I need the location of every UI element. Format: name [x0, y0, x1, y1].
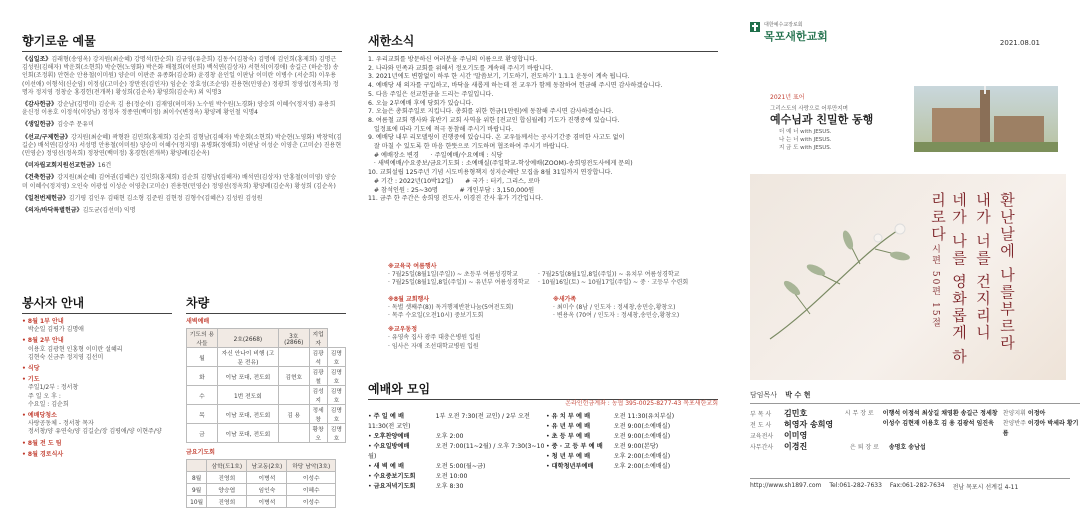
offering-text: 김래형(송영옥) 강지원(최순혜) 강명석(한순희) 김규영(유춘희) 김동수(김창숙) 김명애 김인희(홍제희) 김명근 김성원(김해자) 박운회(소현희) 박순현(노영화) 박은화 배철희(이선희) 백석연(김상자) 서현석(이경애) 송길근 (하순정) 송인회(조정휘) 안현순 안용철(이미원) 양순미 이판준 유종화(김순화) 윤경창 윤인일 이판남 이미란 이병수 (서순희) 이우용(이선애) 이형석(신순임) 이정심(고미순) 장만진(김인자) 임순순 장효성(조순영) 진용현(민영순) 정광희 정영섭(정옥희) 정명자 정지영 정창순 홍경헌(전개복) 황성희(김순옥) 황영희(김순옥) 외 익명3 — [22, 56, 339, 96]
table-cell: 이성수 — [287, 472, 336, 484]
table-cell: 김현호 — [278, 367, 309, 386]
offering-block — [22, 207, 342, 215]
pastor-label: 담임목사 — [750, 391, 778, 399]
worship-time: 오전 9:00(소예배실) — [613, 423, 671, 431]
servant-body: 김현숙 신금주 정지영 김선미 — [28, 353, 104, 361]
offering-title: 향기로운 예물 — [22, 34, 96, 48]
worship-time: 오후 2:00(소예배실) — [613, 453, 671, 461]
news-item: 10. 교회설립 125주년 기념 시도비용형책지 성지순례단 모집을 8월 31일까지 연장합니다. — [368, 169, 613, 177]
offering-text: 강지원(최순혜) 곽형완 김민희(홍제희) 김순희 김형남(김해자) 박운회(소현희) 박순현(노영화) 박창덕(김길순) 배석연(김상자) 서성명 안용철(이미원) 양승미 이혜수(정지영) 유병화(정애희) 이판남 이성순 이영춘 (고미순) 진용현(민영순) 정영선(정옥희) 정창연(백미정) 홍경헌(전개복) 황양례(김순옥) — [22, 133, 342, 158]
edu-item: · 7월25일(8월1일,8일(주일)) ~ 유치부 여름성경학교 — [538, 271, 680, 279]
offering-label: 《건축헌금》 — [22, 174, 58, 182]
staff-role: 사무간사 — [750, 444, 774, 451]
news-item: 5. 다음 주일은 선교헌금을 드리는 주일입니다. — [368, 90, 494, 98]
staff-row — [750, 431, 845, 442]
worship-row — [368, 462, 546, 472]
tel: Tel:061-282-7633 — [829, 482, 882, 489]
poem-card — [750, 174, 1066, 380]
elders-list: 이행석 이정석 최상길 채영환 송길근 정세창 이성수 김현재 이용호 김 용 김광석 임진욱 — [882, 410, 998, 427]
footer — [750, 478, 1070, 491]
retired-list: 송명호 송남섭 — [888, 444, 926, 451]
servant-head: • 예배당청소 — [22, 412, 57, 420]
events-section — [388, 263, 718, 351]
table-row — [187, 348, 346, 367]
worship-time: 오전 5:00(월~금) — [435, 463, 486, 471]
account-info: 온라인헌금계좌 : 농협 395-0025-8277-43 목포새한교회 — [565, 400, 718, 407]
servant-head: • 기도 — [22, 376, 40, 384]
table-cell: 이병석 — [247, 496, 287, 508]
table-cell: 김명호 — [327, 348, 345, 367]
servants-title: 봉사자 안내 — [22, 296, 85, 310]
offering-label: 《미자립교회지원선교헌금》 — [22, 162, 98, 170]
year-badge: 2021년 표어 — [770, 94, 805, 101]
edu-item: · 7월25일(8월1일,8일(주일)) ~ 유년부 여름성경학교 — [388, 279, 530, 287]
bullet-icon: • — [546, 443, 552, 451]
cover-panel — [730, 0, 1091, 516]
news-item: 7. 오늘은 총회주일로 지킵니다. 총회를 위한 헌금(1만원)에 동참해 주시면 감사하겠습니다. — [368, 108, 614, 116]
worship-row — [368, 472, 546, 482]
motto-small-line: 나 는 너 with JESUS. — [779, 137, 832, 143]
news-item: # 참석인원 : 25~30명 # 개인부담 : 3,150,000원 — [368, 186, 535, 194]
move-list — [388, 334, 718, 350]
worship-name: 수요중보기도회 — [373, 473, 416, 481]
news-item: 3. 2021년에도 변함없이 하루 한 시간 '말씀보기, 기도하기, 전도하기' 1.1.1 운동이 계속 됩니다. — [368, 73, 630, 81]
branch-illustration — [750, 174, 1066, 380]
servant-item — [22, 440, 172, 448]
table-cell: 9월 — [187, 484, 207, 496]
pastor-name: 박 수 현 — [785, 391, 811, 399]
servant-item — [22, 365, 172, 373]
offering-text: 김승주 문유미 — [57, 121, 94, 129]
worship-row — [546, 412, 674, 422]
vehicle-section — [186, 294, 346, 508]
newcomer-item: · 최미수 (8남 / 인도자 : 정세창,송민승,황창오) — [553, 303, 676, 311]
news-item: 1. 우리교회를 방문하신 여러분을 주님의 이름으로 환영합니다. — [368, 56, 538, 63]
table-row — [187, 405, 346, 424]
elders-label: 시 무 장 로 — [844, 410, 874, 417]
news-item: 11. 금주 한 주간은 송희영 전도사, 이경진 간사 휴가 기간입니다. — [368, 195, 543, 203]
table-header-cell: 3호(2866) — [278, 329, 309, 348]
poem-line3: 네가 나를 영화롭게 하리로다 — [929, 192, 968, 366]
vehicle-rule — [186, 313, 346, 314]
poem-ref: 시편 50편 15절 — [930, 244, 940, 329]
offering-block — [22, 56, 342, 97]
offering-label: 《의자/바닥특별헌금》 — [22, 207, 83, 215]
cross-logo — [750, 22, 760, 32]
hon2-label: 찬양반주 — [1002, 420, 1026, 427]
worship-time: 오후 2:00 — [435, 433, 464, 441]
hon2-name: 이경아 박세라 황기름 — [1002, 420, 1079, 437]
table-cell: 화 — [187, 367, 218, 386]
news-item: 9. 예배당 내부 리모델링이 진행중에 있습니다. 온 교우들께서는 공사기간중 겸비한 사고도 없이 — [368, 134, 625, 142]
news-item: # 기간 : 2022년(10박12일) # 국가 : 터키, 그리스, 로마 — [368, 177, 540, 185]
motto-line2: 예수님과 친밀한 동행 — [770, 113, 874, 126]
servant-body: 주일1/2부 : 정서창 — [28, 384, 79, 392]
worship-row — [546, 432, 674, 442]
offering-block — [22, 162, 342, 170]
servant-body: 정서창/양 유연숙/양 김길순/장 김평애/양 이현주/양 — [28, 428, 162, 436]
cover-header — [750, 22, 1050, 48]
worship-name: 청 년 부 예 배 — [551, 453, 591, 461]
prayer-title: ※8월 교회행사 — [388, 295, 430, 303]
motto-line1: 그리스도의 사랑으로 어루만지며 — [770, 106, 848, 112]
servants-list — [22, 318, 172, 459]
table-cell: 김명호 — [327, 405, 345, 424]
servant-head: • 8월 1부 안내 — [22, 318, 64, 325]
worship-section — [368, 380, 718, 492]
offering-label: 《선교/구제헌금》 — [22, 133, 71, 141]
servant-item — [22, 337, 172, 362]
staff-role: 부 목 사 — [750, 411, 772, 418]
offering-text: 16건 — [97, 162, 112, 170]
table-cell: 8월 — [187, 472, 207, 484]
staff-name: 이미영 — [784, 431, 808, 440]
worship-time: 오전 7:00(11~2월) / 오후 7:30(3~10월) — [368, 443, 545, 461]
address: 전남 목포시 선계길 4-11 — [952, 484, 1019, 491]
staff-row — [750, 442, 845, 453]
table-cell: 김성지 — [309, 386, 327, 405]
offering-label: 《일천번제헌금》 — [22, 194, 69, 202]
news-item: # 예배장소 변경 · 주일예배/수요예배 : 식당 — [368, 151, 503, 159]
servant-item — [22, 318, 172, 334]
table-cell: 정세창 — [309, 405, 327, 424]
clean-table — [186, 459, 336, 508]
retired-label: 은 퇴 장 로 — [850, 444, 879, 451]
member-news-item: · 임사은 자매 조선대학교병원 입원 — [388, 342, 479, 350]
worship-time: 오전 10:00 — [435, 473, 468, 481]
move-title: ※교우동정 — [388, 326, 418, 334]
table-row — [187, 367, 346, 386]
news-item: 6. 오늘 2부예배 후에 당회가 있습니다. — [368, 99, 474, 107]
staff-role: 전 도 사 — [750, 422, 772, 429]
middle-panel — [362, 0, 720, 516]
worship-name: 주 일 예 배 — [373, 413, 404, 421]
edu-left — [388, 271, 538, 287]
table-cell: 양승엽 — [207, 484, 247, 496]
table-cell: 김광철 — [309, 367, 327, 386]
servant-item — [22, 376, 172, 409]
worship-row — [368, 432, 546, 442]
offering-text: 김도균(김선미) 익명 — [82, 207, 136, 215]
servant-head: • 식당 — [22, 365, 40, 373]
table-header-cell: 하당 남악(3호) — [287, 460, 336, 472]
worship-name: 초 등 부 예 배 — [551, 433, 591, 441]
bullet-icon: • — [368, 413, 374, 421]
table-row — [187, 386, 346, 405]
staff-row — [750, 420, 845, 431]
table-cell: 이혜수 — [287, 484, 336, 496]
table-header-row — [187, 329, 346, 348]
member-news-item: · 유영속 집사 광주 대충은병원 입원 — [388, 334, 481, 342]
worship-name: 수요일방예배 — [373, 443, 410, 451]
worship-name: 오후찬양예배 — [373, 433, 410, 441]
table-header-cell: 남교동(2호) — [247, 460, 287, 472]
table-cell: 황창오 — [309, 424, 327, 443]
bullet-icon: • — [368, 473, 374, 481]
worship-time: 오전 9:00(본당) — [613, 443, 659, 451]
ride-table — [186, 328, 346, 443]
servant-body: 사랑공동체 - 정서창 목자 — [28, 420, 94, 428]
news-title: 새한소식 — [368, 34, 415, 48]
table-cell: 1번 전도회 — [217, 386, 278, 405]
news-list — [368, 56, 718, 204]
offering-blocks — [22, 56, 342, 215]
worship-row — [368, 412, 546, 432]
table-row — [187, 472, 336, 484]
staff-list — [750, 409, 845, 453]
offering-section — [22, 32, 342, 219]
news-section — [368, 32, 718, 204]
table-cell — [278, 348, 309, 367]
bullet-icon: • — [546, 463, 552, 471]
table-row — [187, 424, 346, 443]
table-cell: 김광석 — [309, 348, 327, 367]
news-item: 8. 여름철 교회 행사와 휴반기 교회 사역을 위한 [전교인 합심월례] 기도가 진행중에 있습니다. — [368, 116, 620, 124]
worship-right — [546, 412, 674, 492]
table-header-cell: 삼학(도1호) — [207, 460, 247, 472]
event-item: · 독별 셋째주(8)) 독거행제반찬나눔(5여전도회) — [388, 303, 514, 311]
bullet-icon: • — [368, 433, 374, 441]
motto-small-line: 지 금 도 with JESUS. — [779, 145, 832, 151]
fax: Fax:061-282-7634 — [889, 482, 945, 489]
servant-item — [22, 412, 172, 437]
table-cell: 이성수 — [287, 496, 336, 508]
table-header-cell: 2호(2668) — [217, 329, 278, 348]
clean-title: 금요기도회 — [186, 449, 215, 457]
table-header-cell: 기도의 용사들 — [187, 329, 218, 348]
news-item: 잘 마칠 수 있도록 한 마음 한뜻으로 기도하며 협조하여 주시기 바랍니다. — [368, 143, 569, 151]
table-cell: 이남 포대, 전도회 — [217, 424, 278, 443]
website-link[interactable]: http://www.sh1897.com — [750, 482, 822, 489]
servant-head: • 8월 2부 안내 — [22, 337, 64, 345]
vehicle-title: 차량 — [186, 296, 210, 310]
worship-name: 중 · 고 등 부 예 배 — [551, 443, 603, 451]
servant-head: • 8월 전 도 팀 — [22, 439, 62, 447]
church-photo — [914, 86, 1058, 152]
bullet-icon: • — [368, 443, 374, 451]
worship-time: 오전 11:30(유치부실) — [613, 413, 675, 421]
worship-time: 오후 2:00(소예배실) — [613, 463, 671, 471]
motto-block — [754, 86, 1091, 166]
hon-label: 찬양지휘 — [1002, 410, 1026, 417]
staff-section — [750, 390, 1080, 453]
servants-rule — [22, 313, 172, 314]
offering-block — [22, 101, 342, 117]
edu-item: · 7월25일(8월1일(주일)) ~ 초등부 여름성경학교 — [388, 271, 518, 279]
table-cell: 이병석 — [247, 472, 287, 484]
servant-body: 이용호 김광현 인홍형 이미란 설혜리 — [28, 345, 123, 353]
news-item: 4. 예배당 새 의자를 구입하고, 바닥을 새롭게 하는데 전 교우가 함께 동참하여 헌금해 주시면 감사하겠습니다. — [368, 82, 663, 90]
worship-name: 대학청년부예배 — [551, 463, 594, 471]
servant-body: 주 일 오 후 : — [28, 392, 61, 400]
table-cell: 10월 — [187, 496, 207, 508]
table-cell — [278, 386, 309, 405]
news-item: 2. 나라와 민족과 교회를 위해서 정오기도를 계속해 주시기 바랍니다. — [368, 64, 553, 72]
work-list — [553, 304, 679, 320]
worship-name: 금요저녁기도회 — [373, 483, 416, 491]
table-cell: 진영희 — [207, 496, 247, 508]
table-cell: 김명호 — [327, 386, 345, 405]
table-cell: 이남 포대, 전도회 — [217, 367, 278, 386]
offering-block — [22, 195, 342, 203]
staff-name: 이경진 — [784, 442, 808, 451]
news-item: 일정표에 따라 기도에 적극 동참해 주시기 바랍니다. — [368, 125, 514, 133]
edu-title: ※교육국 여름행사 — [388, 263, 437, 270]
table-cell: 수 — [187, 386, 218, 405]
worship-row — [546, 462, 674, 472]
table-cell: 진영희 — [207, 472, 247, 484]
table-row — [187, 484, 336, 496]
worship-name: 새 벽 예 배 — [373, 463, 404, 471]
worship-row — [546, 452, 674, 462]
table-cell: 이남 포대, 전도회 — [217, 405, 278, 424]
bullet-icon: • — [546, 453, 552, 461]
servant-body: 수요일 : 김순희 — [28, 400, 69, 408]
bullet-icon: • — [368, 463, 374, 471]
table-cell: 김 용 — [278, 405, 309, 424]
servants-section — [22, 294, 172, 462]
offering-text: 김기평 김인우 김태현 김소형 김준원 김현정 김형수(김혜은) 김성원 김성원 — [68, 194, 263, 202]
servant-body: 박순일 김평가 김명애 — [28, 326, 84, 334]
prayer-list — [388, 304, 553, 320]
staff-role: 교육전사 — [750, 433, 774, 440]
servant-head: • 8월 경로식사 — [22, 450, 64, 458]
staff-row — [750, 409, 845, 420]
news-item: · 새벽예배/수요중보/금요기도회 : 소예배실(주일학교-학상예배(ZOOM)-송희영전도사에게 문의) — [368, 160, 633, 168]
table-cell: 금 — [187, 424, 218, 443]
work-title: ※새가족 — [553, 295, 577, 303]
ride-title: 새벽예배 — [186, 318, 210, 325]
bullet-icon: • — [546, 413, 552, 421]
table-cell: 김명호 — [327, 424, 345, 443]
staff-name: 김민호 — [784, 409, 808, 418]
bullet-icon: • — [368, 483, 374, 491]
offering-label: 《감사헌금》 — [22, 101, 58, 109]
table-header-cell — [187, 460, 207, 472]
news-rule — [368, 51, 718, 52]
table-header-row — [187, 460, 336, 472]
hon-name: 이정아 — [1027, 410, 1046, 417]
event-item: · 목주 수요일(오전10시) 중보기도회 — [388, 312, 484, 320]
worship-row — [368, 442, 546, 462]
poem-line2: 내가 너를 건지리니 — [974, 192, 992, 342]
offering-label: 《십일조》 — [22, 56, 52, 63]
offering-block — [22, 134, 342, 159]
edu-right — [538, 271, 688, 287]
offering-text: 강지원(최순혜) 김여권(김혜은) 김인희(홍제희) 김순희 김형남(김해자) 배석연(김상자) 안홍철(이미영) 양승미 이혜수(정지영) 오인숙 이광섭 이성순 이영춘(고미순) 진용현(민영순) 정영선(정옥희) 황양례(김순옥) 황성희 (김순옥) — [22, 174, 337, 190]
offering-block — [22, 121, 342, 129]
staff-name: 허영자 송희영 — [784, 420, 834, 429]
table-cell: 김명호 — [327, 367, 345, 386]
table-cell — [278, 424, 309, 443]
offering-rule — [22, 51, 342, 52]
offering-text: 강순남(김명미) 김순옥 김 용(정순이) 김재영(허미자) 노수원 박수원(노경화) 양승희 이혜수(정지영) 유용희 윤신정 이용호 이정석(이장남) 정정자 정종연(백미정) 최이수(변정옥) 황양례 황인철 익명4 — [22, 101, 336, 117]
servant-item — [22, 451, 172, 459]
bullet-icon: • — [546, 423, 552, 431]
worship-time: 1부 오전 7:30(전 교인) / 2부 오전 11:30(전 교인) — [368, 413, 530, 431]
logo-sub: 대한예수교장로회 — [764, 22, 803, 28]
left-panel — [0, 0, 350, 516]
table-header-cell: 지업자 — [309, 329, 327, 348]
worship-row — [546, 422, 674, 432]
motto-small-line: 더 예 너 with JESUS. — [779, 129, 832, 135]
newcomer-item: · 변용옥 (70여 / 인도자 : 정세창,송민승,황창오) — [553, 312, 680, 320]
table-cell: 임인숙 — [247, 484, 287, 496]
edu-item: · 10월16일(토) ~ 10월17일(주일) ~ 중 · 고등부 수련회 — [538, 279, 689, 287]
offering-label: 《생일헌금》 — [22, 121, 58, 129]
table-row — [187, 496, 336, 508]
issue-date: 2021.08.01 — [999, 39, 1040, 47]
offering-block — [22, 174, 342, 190]
worship-name: 유 치 부 예 배 — [551, 413, 591, 421]
worship-time: 오후 8:30 — [435, 483, 464, 491]
table-cell: 월 — [187, 348, 218, 367]
bullet-icon: • — [546, 433, 552, 441]
worship-row — [368, 482, 546, 492]
church-name: 목포새한교회 — [764, 30, 828, 43]
worship-row — [546, 442, 674, 452]
poem-line1: 환난날에 나를부르라 — [998, 192, 1016, 352]
motto-small — [779, 128, 831, 152]
worship-time: 오전 9:00(소예배실) — [613, 433, 671, 441]
table-cell: 목 — [187, 405, 218, 424]
worship-name: 유 년 부 예 배 — [551, 423, 591, 431]
table-cell: 자신 안나이 비행 (고문 전유) — [217, 348, 278, 367]
worship-left — [368, 412, 546, 492]
worship-title: 예배와 모임 — [368, 382, 431, 396]
